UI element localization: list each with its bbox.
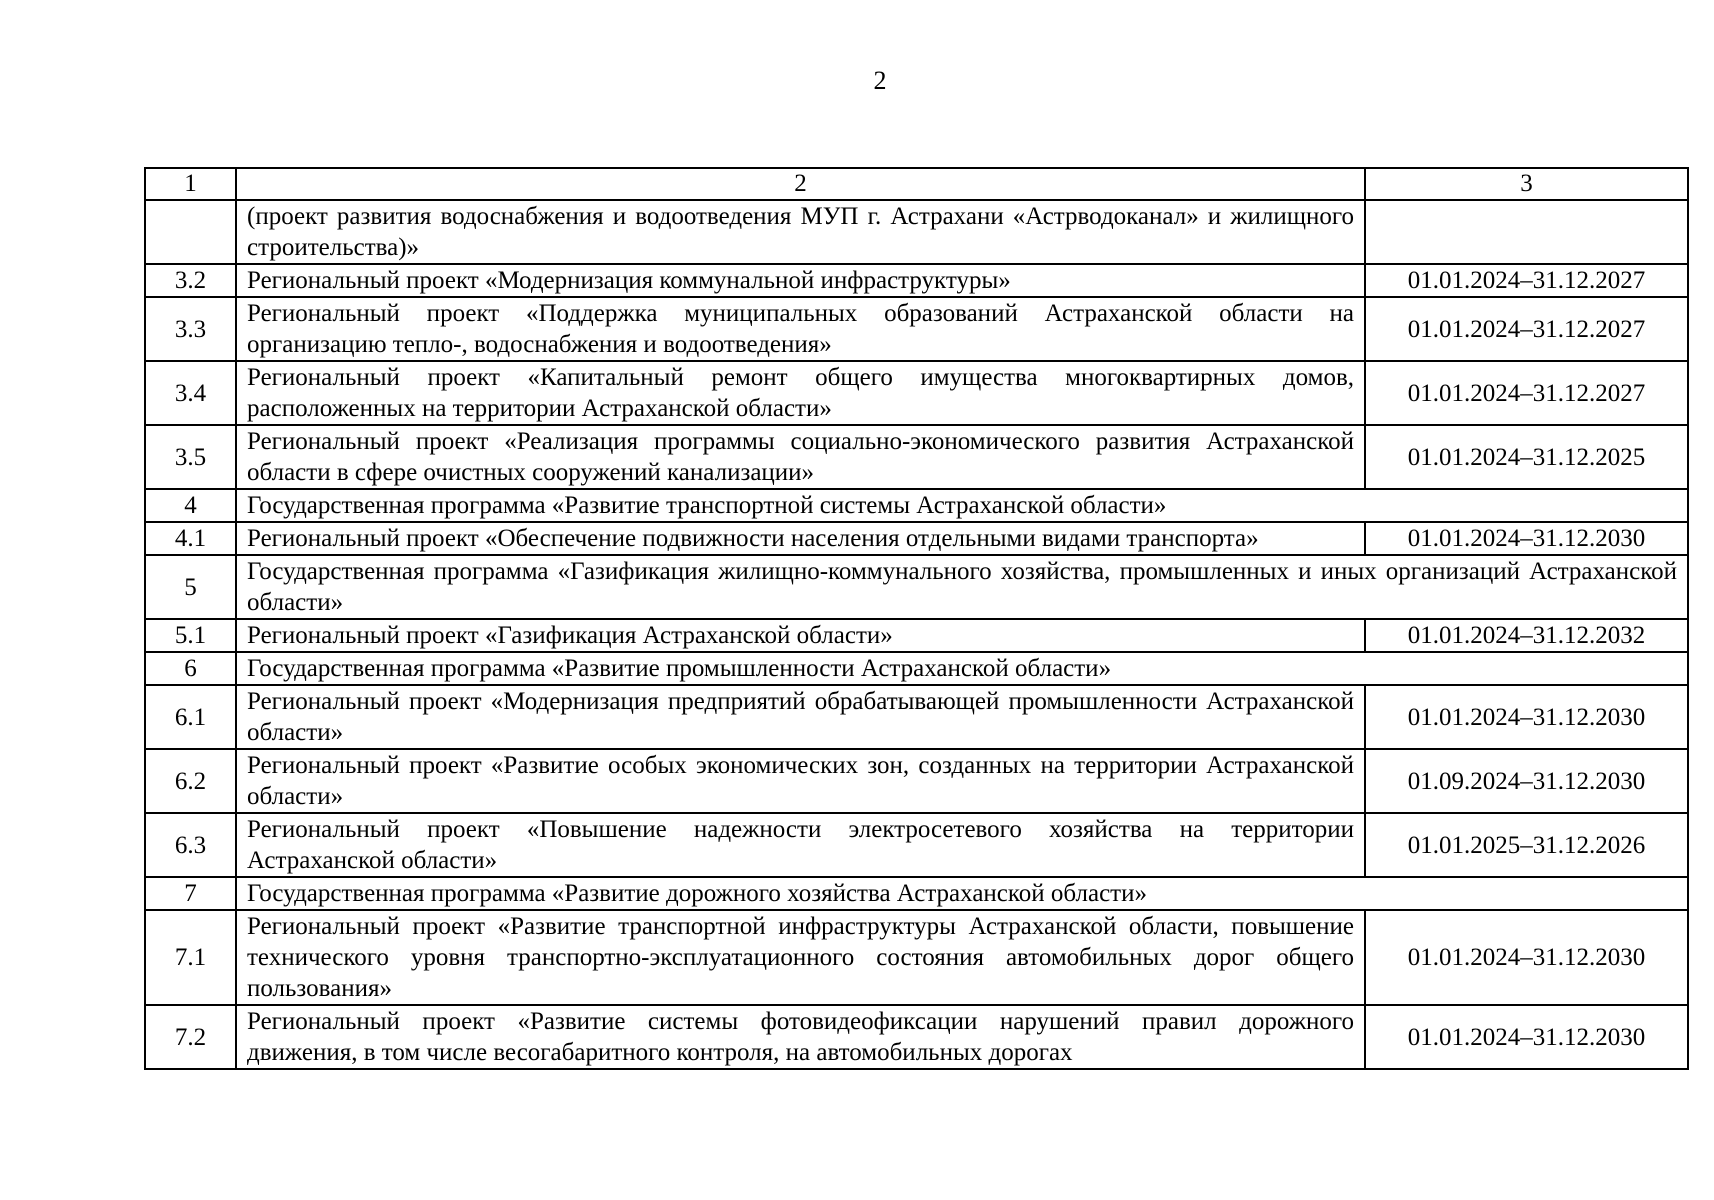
table-row bbox=[145, 685, 1688, 749]
table-row bbox=[145, 813, 1688, 877]
row-number: 4.1 bbox=[145, 522, 236, 555]
row-number: 3.5 bbox=[145, 425, 236, 489]
table-row bbox=[145, 619, 1688, 652]
row-number: 6.2 bbox=[145, 749, 236, 813]
row-text: Региональный проект «Развитие особых экономических зон, созданных на территории Астраханской области» bbox=[236, 749, 1365, 813]
header-cell-period: 3 bbox=[1365, 168, 1688, 200]
row-number: 3.2 bbox=[145, 264, 236, 297]
row-number: 4 bbox=[145, 489, 236, 522]
row-period: 01.01.2024–31.12.2027 bbox=[1365, 361, 1688, 425]
row-text: Региональный проект «Модернизация предприятий обрабатывающей промышленности Астраханской области» bbox=[236, 685, 1365, 749]
row-text: Региональный проект «Поддержка муниципальных образований Астраханской области на организацию тепло-, водоснабжения и водоотведения» bbox=[236, 297, 1365, 361]
header-cell-name: 2 bbox=[236, 168, 1365, 200]
row-period: 01.01.2024–31.12.2025 bbox=[1365, 425, 1688, 489]
row-text: Региональный проект «Развитие системы фотовидеофиксации нарушений правил дорожного движения, в том числе весогабаритного контроля, на автомобильных дорогах bbox=[236, 1005, 1365, 1069]
row-number: 6 bbox=[145, 652, 236, 685]
row-period: 01.01.2024–31.12.2027 bbox=[1365, 297, 1688, 361]
row-number: 7.1 bbox=[145, 910, 236, 1005]
program-row bbox=[145, 555, 1688, 619]
row-number: 6.3 bbox=[145, 813, 236, 877]
table-header-row bbox=[145, 168, 1688, 200]
program-title: Государственная программа «Развитие транспортной системы Астраханской области» bbox=[236, 489, 1688, 522]
row-period: 01.01.2024–31.12.2030 bbox=[1365, 910, 1688, 1005]
row-text: Региональный проект «Капитальный ремонт общего имущества многоквартирных домов, расположенных на территории Астраханской области» bbox=[236, 361, 1365, 425]
table-row bbox=[145, 522, 1688, 555]
row-period: 01.01.2024–31.12.2030 bbox=[1365, 1005, 1688, 1069]
row-period: 01.01.2024–31.12.2030 bbox=[1365, 522, 1688, 555]
row-text: Региональный проект «Повышение надежности электросетевого хозяйства на территории Астраханской области» bbox=[236, 813, 1365, 877]
row-period: 01.01.2024–31.12.2027 bbox=[1365, 264, 1688, 297]
row-text: Региональный проект «Газификация Астраханской области» bbox=[236, 619, 1365, 652]
row-number: 7 bbox=[145, 877, 236, 910]
table-row bbox=[145, 425, 1688, 489]
page-number: 2 bbox=[873, 66, 887, 95]
program-title: Государственная программа «Развитие промышленности Астраханской области» bbox=[236, 652, 1688, 685]
row-period: 01.01.2025–31.12.2026 bbox=[1365, 813, 1688, 877]
projects-table bbox=[144, 167, 1689, 1070]
row-text: Региональный проект «Обеспечение подвижности населения отдельными видами транспорта» bbox=[236, 522, 1365, 555]
row-text: Региональный проект «Модернизация коммунальной инфраструктуры» bbox=[236, 264, 1365, 297]
row-text: (проект развития водоснабжения и водоотведения МУП г. Астрахани «Астрводоканал» и жилищного строительства)» bbox=[236, 200, 1365, 264]
program-title: Государственная программа «Газификация жилищно-коммунального хозяйства, промышленных и иных организаций Астраханской области» bbox=[236, 555, 1688, 619]
table-row bbox=[145, 264, 1688, 297]
program-row bbox=[145, 489, 1688, 522]
row-number: 3.4 bbox=[145, 361, 236, 425]
row-period: 01.01.2024–31.12.2032 bbox=[1365, 619, 1688, 652]
row-number bbox=[145, 200, 236, 264]
table-row bbox=[145, 200, 1688, 264]
program-title: Государственная программа «Развитие дорожного хозяйства Астраханской области» bbox=[236, 877, 1688, 910]
row-period bbox=[1365, 200, 1688, 264]
table-row bbox=[145, 910, 1688, 1005]
table-row bbox=[145, 361, 1688, 425]
table-row bbox=[145, 297, 1688, 361]
row-text: Региональный проект «Развитие транспортной инфраструктуры Астраханской области, повышение технического уровня транспортно-эксплуатационного состояния автомобильных дорог общего пользования» bbox=[236, 910, 1365, 1005]
table-row bbox=[145, 749, 1688, 813]
table-row bbox=[145, 1005, 1688, 1069]
row-number: 5.1 bbox=[145, 619, 236, 652]
row-number: 6.1 bbox=[145, 685, 236, 749]
header-cell-number: 1 bbox=[145, 168, 236, 200]
row-text: Региональный проект «Реализация программы социально-экономического развития Астраханской области в сфере очистных сооружений канализации» bbox=[236, 425, 1365, 489]
row-number: 7.2 bbox=[145, 1005, 236, 1069]
row-number: 3.3 bbox=[145, 297, 236, 361]
program-row bbox=[145, 877, 1688, 910]
row-period: 01.09.2024–31.12.2030 bbox=[1365, 749, 1688, 813]
row-period: 01.01.2024–31.12.2030 bbox=[1365, 685, 1688, 749]
row-number: 5 bbox=[145, 555, 236, 619]
program-row bbox=[145, 652, 1688, 685]
